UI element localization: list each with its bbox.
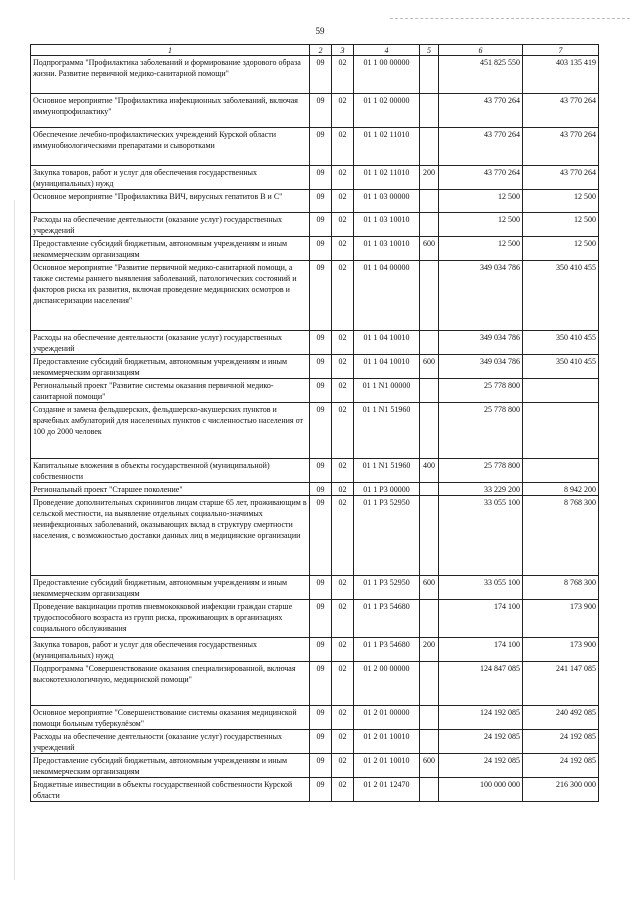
amount-year2-cell: 8 768 300 — [523, 496, 599, 576]
section-cell: 09 — [310, 576, 332, 600]
table-row — [31, 237, 599, 261]
amount-year2-cell: 173 900 — [523, 638, 599, 662]
column-number-row — [31, 45, 599, 56]
row-name-cell: Расходы на обеспечение деятельности (оказание услуг) государственных учреждений — [31, 331, 310, 355]
amount-year1-cell: 174 100 — [439, 638, 523, 662]
amount-year2-cell: 240 492 085 — [523, 706, 599, 730]
subsection-cell: 02 — [332, 706, 354, 730]
subsection-cell: 02 — [332, 94, 354, 128]
table-row — [31, 403, 599, 459]
column-header: 7 — [523, 45, 599, 56]
column-header: 3 — [332, 45, 354, 56]
subsection-cell: 02 — [332, 166, 354, 190]
amount-year1-cell: 100 000 000 — [439, 778, 523, 802]
subsection-cell: 02 — [332, 662, 354, 706]
expense-type-cell — [420, 379, 439, 403]
table-row — [31, 94, 599, 128]
amount-year1-cell: 25 778 800 — [439, 459, 523, 483]
target-code-cell: 01 1 02 11010 — [354, 128, 420, 166]
table-row — [31, 638, 599, 662]
row-name-cell: Обеспечение лечебно-профилактических учреждений Курской области иммунобиологическими препаратами и сыворотками — [31, 128, 310, 166]
expense-type-cell — [420, 483, 439, 496]
row-name-cell: Основное мероприятие "Совершенствование системы оказания медицинской помощи больным туберкулёзом" — [31, 706, 310, 730]
table-row — [31, 128, 599, 166]
table-row — [31, 166, 599, 190]
target-code-cell: 01 2 01 10010 — [354, 730, 420, 754]
expense-type-cell: 200 — [420, 638, 439, 662]
amount-year2-cell: 12 500 — [523, 213, 599, 237]
subsection-cell: 02 — [332, 403, 354, 459]
row-name-cell: Предоставление субсидий бюджетным, автономным учреждениям и иным некоммерческим организациям — [31, 237, 310, 261]
amount-year1-cell: 349 034 786 — [439, 331, 523, 355]
row-name-cell: Основное мероприятие "Профилактика ВИЧ, вирусных гепатитов В и С" — [31, 190, 310, 213]
section-cell: 09 — [310, 261, 332, 331]
table-row — [31, 261, 599, 331]
table-row — [31, 190, 599, 213]
amount-year1-cell: 349 034 786 — [439, 261, 523, 331]
amount-year1-cell: 12 500 — [439, 237, 523, 261]
amount-year1-cell: 25 778 800 — [439, 403, 523, 459]
amount-year2-cell: 12 500 — [523, 237, 599, 261]
amount-year2-cell — [523, 403, 599, 459]
expense-type-cell — [420, 261, 439, 331]
expense-type-cell — [420, 662, 439, 706]
amount-year1-cell: 43 770 264 — [439, 128, 523, 166]
target-code-cell: 01 2 01 12470 — [354, 778, 420, 802]
margin-line — [14, 200, 15, 880]
table-row — [31, 576, 599, 600]
section-cell: 09 — [310, 213, 332, 237]
column-header: 2 — [310, 45, 332, 56]
section-cell: 09 — [310, 94, 332, 128]
table-row — [31, 778, 599, 802]
target-code-cell: 01 1 03 10010 — [354, 213, 420, 237]
amount-year1-cell: 12 500 — [439, 213, 523, 237]
subsection-cell: 02 — [332, 730, 354, 754]
column-header: 1 — [31, 45, 310, 56]
amount-year1-cell: 12 500 — [439, 190, 523, 213]
expense-type-cell — [420, 706, 439, 730]
column-header: 5 — [420, 45, 439, 56]
amount-year1-cell: 174 100 — [439, 600, 523, 638]
row-name-cell: Закупка товаров, работ и услуг для обеспечения государственных (муниципальных) нужд — [31, 638, 310, 662]
expense-type-cell — [420, 213, 439, 237]
section-cell: 09 — [310, 754, 332, 778]
expense-type-cell: 600 — [420, 355, 439, 379]
section-cell: 09 — [310, 331, 332, 355]
target-code-cell: 01 2 01 00000 — [354, 706, 420, 730]
expense-type-cell: 200 — [420, 166, 439, 190]
subsection-cell: 02 — [332, 237, 354, 261]
target-code-cell: 01 1 02 00000 — [354, 94, 420, 128]
expense-type-cell — [420, 496, 439, 576]
subsection-cell: 02 — [332, 56, 354, 94]
amount-year2-cell: 350 410 455 — [523, 331, 599, 355]
target-code-cell: 01 1 N1 51960 — [354, 459, 420, 483]
expense-type-cell — [420, 56, 439, 94]
table-row — [31, 662, 599, 706]
row-name-cell: Основное мероприятие "Развитие первичной медико-санитарной помощи, а также системы раннего выявления заболеваний, патологических состояний и факторов риска их развития, включая проведение медицинских осмотров и диспансеризации населения" — [31, 261, 310, 331]
target-code-cell: 01 1 P3 54680 — [354, 638, 420, 662]
amount-year2-cell — [523, 459, 599, 483]
row-name-cell: Бюджетные инвестиции в объекты государственной собственности Курской области — [31, 778, 310, 802]
subsection-cell: 02 — [332, 355, 354, 379]
row-name-cell: Расходы на обеспечение деятельности (оказание услуг) государственных учреждений — [31, 213, 310, 237]
subsection-cell: 02 — [332, 459, 354, 483]
amount-year1-cell: 33 055 100 — [439, 496, 523, 576]
expense-type-cell — [420, 403, 439, 459]
section-cell: 09 — [310, 403, 332, 459]
expense-type-cell: 600 — [420, 754, 439, 778]
budget-table — [30, 44, 599, 802]
section-cell: 09 — [310, 778, 332, 802]
target-code-cell: 01 1 N1 00000 — [354, 379, 420, 403]
amount-year2-cell: 216 300 000 — [523, 778, 599, 802]
amount-year1-cell: 43 770 264 — [439, 94, 523, 128]
subsection-cell: 02 — [332, 483, 354, 496]
table-row — [31, 754, 599, 778]
amount-year2-cell: 173 900 — [523, 600, 599, 638]
expense-type-cell — [420, 190, 439, 213]
row-name-cell: Капитальные вложения в объекты государственной (муниципальной) собственности — [31, 459, 310, 483]
section-cell: 09 — [310, 706, 332, 730]
row-name-cell: Расходы на обеспечение деятельности (оказание услуг) государственных учреждений — [31, 730, 310, 754]
amount-year2-cell: 8 768 300 — [523, 576, 599, 600]
section-cell: 09 — [310, 459, 332, 483]
amount-year1-cell: 33 055 100 — [439, 576, 523, 600]
table-row — [31, 600, 599, 638]
row-name-cell: Предоставление субсидий бюджетным, автономным учреждениям и иным некоммерческим организациям — [31, 576, 310, 600]
target-code-cell: 01 1 03 10010 — [354, 237, 420, 261]
subsection-cell: 02 — [332, 496, 354, 576]
section-cell: 09 — [310, 638, 332, 662]
table-row — [31, 483, 599, 496]
row-name-cell: Закупка товаров, работ и услуг для обеспечения государственных (муниципальных) нужд — [31, 166, 310, 190]
section-cell: 09 — [310, 355, 332, 379]
expense-type-cell — [420, 600, 439, 638]
top-rule — [390, 18, 630, 19]
subsection-cell: 02 — [332, 778, 354, 802]
expense-type-cell: 600 — [420, 576, 439, 600]
table-row — [31, 496, 599, 576]
row-name-cell: Основное мероприятие "Профилактика инфекционных заболеваний, включая иммунопрофилактику" — [31, 94, 310, 128]
row-name-cell: Проведение вакцинации против пневмококковой инфекции граждан старше трудоспособного возраста из групп риска, проживающих в организациях социального обслуживания — [31, 600, 310, 638]
subsection-cell: 02 — [332, 190, 354, 213]
section-cell: 09 — [310, 56, 332, 94]
row-name-cell: Создание и замена фельдшерских, фельдшерско-акушерских пунктов и врачебных амбулаторий для населенных пунктов с численностью населения от 100 до 2000 человек — [31, 403, 310, 459]
target-code-cell: 01 1 04 10010 — [354, 331, 420, 355]
row-name-cell: Региональный проект "Старшее поколение" — [31, 483, 310, 496]
amount-year2-cell: 24 192 085 — [523, 730, 599, 754]
target-code-cell: 01 1 P3 52950 — [354, 496, 420, 576]
table-row — [31, 706, 599, 730]
table-row — [31, 331, 599, 355]
amount-year2-cell — [523, 379, 599, 403]
expense-type-cell — [420, 331, 439, 355]
subsection-cell: 02 — [332, 128, 354, 166]
section-cell: 09 — [310, 496, 332, 576]
table-row — [31, 56, 599, 94]
subsection-cell: 02 — [332, 261, 354, 331]
subsection-cell: 02 — [332, 754, 354, 778]
amount-year1-cell: 124 192 085 — [439, 706, 523, 730]
amount-year2-cell: 403 135 419 — [523, 56, 599, 94]
amount-year2-cell: 24 192 085 — [523, 754, 599, 778]
target-code-cell: 01 1 03 00000 — [354, 190, 420, 213]
section-cell: 09 — [310, 600, 332, 638]
target-code-cell: 01 2 01 10010 — [354, 754, 420, 778]
subsection-cell: 02 — [332, 213, 354, 237]
amount-year2-cell: 43 770 264 — [523, 166, 599, 190]
row-name-cell: Подпрограмма "Совершенствование оказания специализированной, включая высокотехнологичную, медицинской помощи" — [31, 662, 310, 706]
amount-year1-cell: 124 847 085 — [439, 662, 523, 706]
column-header: 6 — [439, 45, 523, 56]
amount-year1-cell: 25 778 800 — [439, 379, 523, 403]
target-code-cell: 01 2 00 00000 — [354, 662, 420, 706]
amount-year1-cell: 33 229 200 — [439, 483, 523, 496]
amount-year2-cell: 43 770 264 — [523, 94, 599, 128]
table-row — [31, 379, 599, 403]
amount-year2-cell: 12 500 — [523, 190, 599, 213]
section-cell: 09 — [310, 730, 332, 754]
row-name-cell: Предоставление субсидий бюджетным, автономным учреждениям и иным некоммерческим организациям — [31, 355, 310, 379]
target-code-cell: 01 1 04 10010 — [354, 355, 420, 379]
amount-year1-cell: 451 825 550 — [439, 56, 523, 94]
target-code-cell: 01 1 N1 51960 — [354, 403, 420, 459]
table-row — [31, 459, 599, 483]
column-header: 4 — [354, 45, 420, 56]
expense-type-cell: 600 — [420, 237, 439, 261]
target-code-cell: 01 1 00 00000 — [354, 56, 420, 94]
section-cell: 09 — [310, 662, 332, 706]
target-code-cell: 01 1 P3 54680 — [354, 600, 420, 638]
table-row — [31, 213, 599, 237]
subsection-cell: 02 — [332, 576, 354, 600]
amount-year1-cell: 24 192 085 — [439, 730, 523, 754]
expense-type-cell — [420, 94, 439, 128]
amount-year2-cell: 350 410 455 — [523, 355, 599, 379]
target-code-cell: 01 1 04 00000 — [354, 261, 420, 331]
section-cell: 09 — [310, 483, 332, 496]
section-cell: 09 — [310, 166, 332, 190]
amount-year2-cell: 350 410 455 — [523, 261, 599, 331]
expense-type-cell — [420, 730, 439, 754]
subsection-cell: 02 — [332, 638, 354, 662]
amount-year2-cell: 8 942 200 — [523, 483, 599, 496]
subsection-cell: 02 — [332, 331, 354, 355]
target-code-cell: 01 1 P3 52950 — [354, 576, 420, 600]
section-cell: 09 — [310, 237, 332, 261]
section-cell: 09 — [310, 190, 332, 213]
expense-type-cell — [420, 778, 439, 802]
amount-year1-cell: 43 770 264 — [439, 166, 523, 190]
amount-year1-cell: 349 034 786 — [439, 355, 523, 379]
amount-year2-cell: 241 147 085 — [523, 662, 599, 706]
row-name-cell: Региональный проект "Развитие системы оказания первичной медико-санитарной помощи" — [31, 379, 310, 403]
subsection-cell: 02 — [332, 600, 354, 638]
section-cell: 09 — [310, 379, 332, 403]
row-name-cell: Подпрограмма "Профилактика заболеваний и формирование здорового образа жизни. Развитие первичной медико-санитарной помощи" — [31, 56, 310, 94]
target-code-cell: 01 1 02 11010 — [354, 166, 420, 190]
amount-year2-cell: 43 770 264 — [523, 128, 599, 166]
amount-year1-cell: 24 192 085 — [439, 754, 523, 778]
expense-type-cell: 400 — [420, 459, 439, 483]
row-name-cell: Предоставление субсидий бюджетным, автономным учреждениям и иным некоммерческим организациям — [31, 754, 310, 778]
section-cell: 09 — [310, 128, 332, 166]
table-row — [31, 355, 599, 379]
expense-type-cell — [420, 128, 439, 166]
page-number: 59 — [315, 26, 325, 36]
target-code-cell: 01 1 P3 00000 — [354, 483, 420, 496]
row-name-cell: Проведение дополнительных скринингов лицам старше 65 лет, проживающим в сельской местности, на выявление отдельных социально-значимых неинфекционных заболеваний, оказывающих вклад в структуру смертности населения, с возможностью доставки данных лиц в медицинские организации — [31, 496, 310, 576]
table-row — [31, 730, 599, 754]
subsection-cell: 02 — [332, 379, 354, 403]
